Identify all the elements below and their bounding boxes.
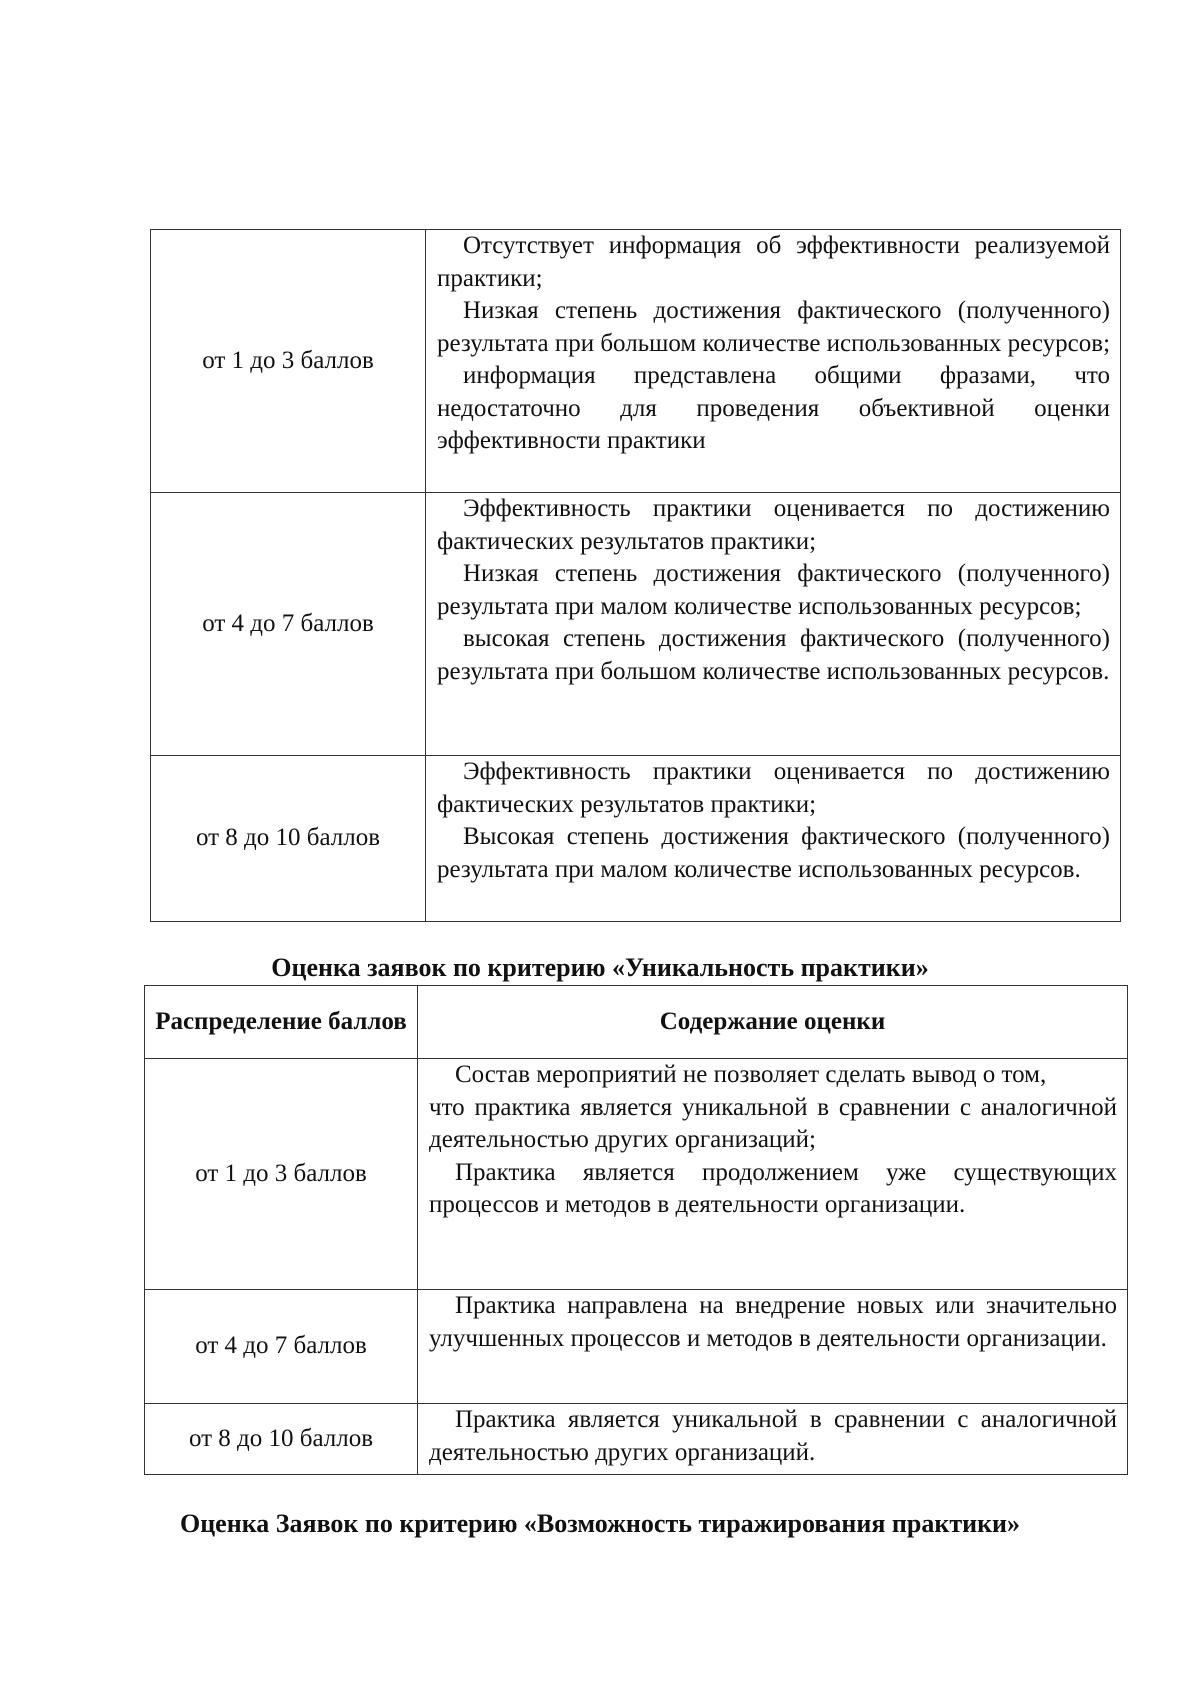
effectiveness-table — [150, 229, 1121, 922]
table-row — [151, 756, 1121, 922]
criterion-paragraph: Эффективность практики оценивается по достижению фактических результатов практики; — [437, 495, 1110, 555]
criterion-paragraph: Эффективность практики оценивается по достижению фактических результатов практики; — [437, 758, 1110, 818]
assessment-content-cell — [426, 756, 1121, 922]
criterion-paragraph: Высокая степень достижения фактического (полученного) результата при малом количестве использованных ресурсов. — [437, 823, 1110, 883]
score-range-cell: от 4 до 7 баллов — [145, 1290, 418, 1404]
criterion-paragraph: Практика направлена на внедрение новых или значительно улучшенных процессов и методов в деятельности организации. — [429, 1292, 1117, 1352]
criterion-paragraph: Низкая степень достижения фактического (полученного) результата при малом количестве использованных ресурсов; — [437, 560, 1110, 620]
score-range-cell: от 4 до 7 баллов — [151, 493, 426, 756]
criterion-paragraph: Практика является уникальной в сравнении с аналогичной деятельностью других организаций. — [429, 1406, 1117, 1466]
score-range-cell: от 1 до 3 баллов — [151, 230, 426, 493]
criterion-paragraph: Отсутствует информация об эффективности реализуемой практики; — [437, 232, 1110, 292]
assessment-content-cell — [418, 1290, 1128, 1404]
criterion-paragraph: высокая степень достижения фактического (полученного) результата при большом количестве использованных ресурсов. — [437, 625, 1110, 685]
criterion-paragraph: Состав мероприятий не позволяет сделать вывод о том, — [455, 1061, 1047, 1088]
table-row — [145, 1404, 1128, 1475]
table-row — [145, 1290, 1128, 1404]
section-title-uniqueness: Оценка заявок по критерию «Уникальность практики» — [271, 953, 929, 982]
criterion-paragraph: Практика является продолжением уже существующих процессов и методов в деятельности организации. — [429, 1158, 1117, 1218]
uniqueness-table — [144, 985, 1128, 1475]
table-row — [151, 493, 1121, 756]
assessment-content-cell — [418, 1059, 1128, 1290]
assessment-content-cell — [418, 1404, 1128, 1475]
score-range-cell: от 8 до 10 баллов — [151, 756, 426, 922]
section-title-replicability: Оценка Заявок по критерию «Возможность тиражирования практики» — [179, 1509, 1021, 1538]
score-range-cell: от 1 до 3 баллов — [145, 1059, 418, 1290]
table-header-row — [145, 986, 1128, 1059]
column-header-score-distribution: Распределение баллов — [145, 986, 418, 1059]
column-header-assessment-content: Содержание оценки — [418, 986, 1128, 1059]
score-range-cell: от 8 до 10 баллов — [145, 1404, 418, 1475]
criterion-paragraph: информация представлена общими фразами, что недостаточно для проведения объективной оценки эффективности практики — [437, 362, 1110, 454]
assessment-content-cell — [426, 493, 1121, 756]
criterion-paragraph: что практика является уникальной в сравнении с аналогичной деятельностью других организаций; — [429, 1093, 1117, 1153]
table-row — [145, 1059, 1128, 1290]
table-row — [151, 230, 1121, 493]
criterion-paragraph: Низкая степень достижения фактического (полученного) результата при большом количестве использованных ресурсов; — [437, 297, 1111, 357]
assessment-content-cell — [426, 230, 1121, 493]
